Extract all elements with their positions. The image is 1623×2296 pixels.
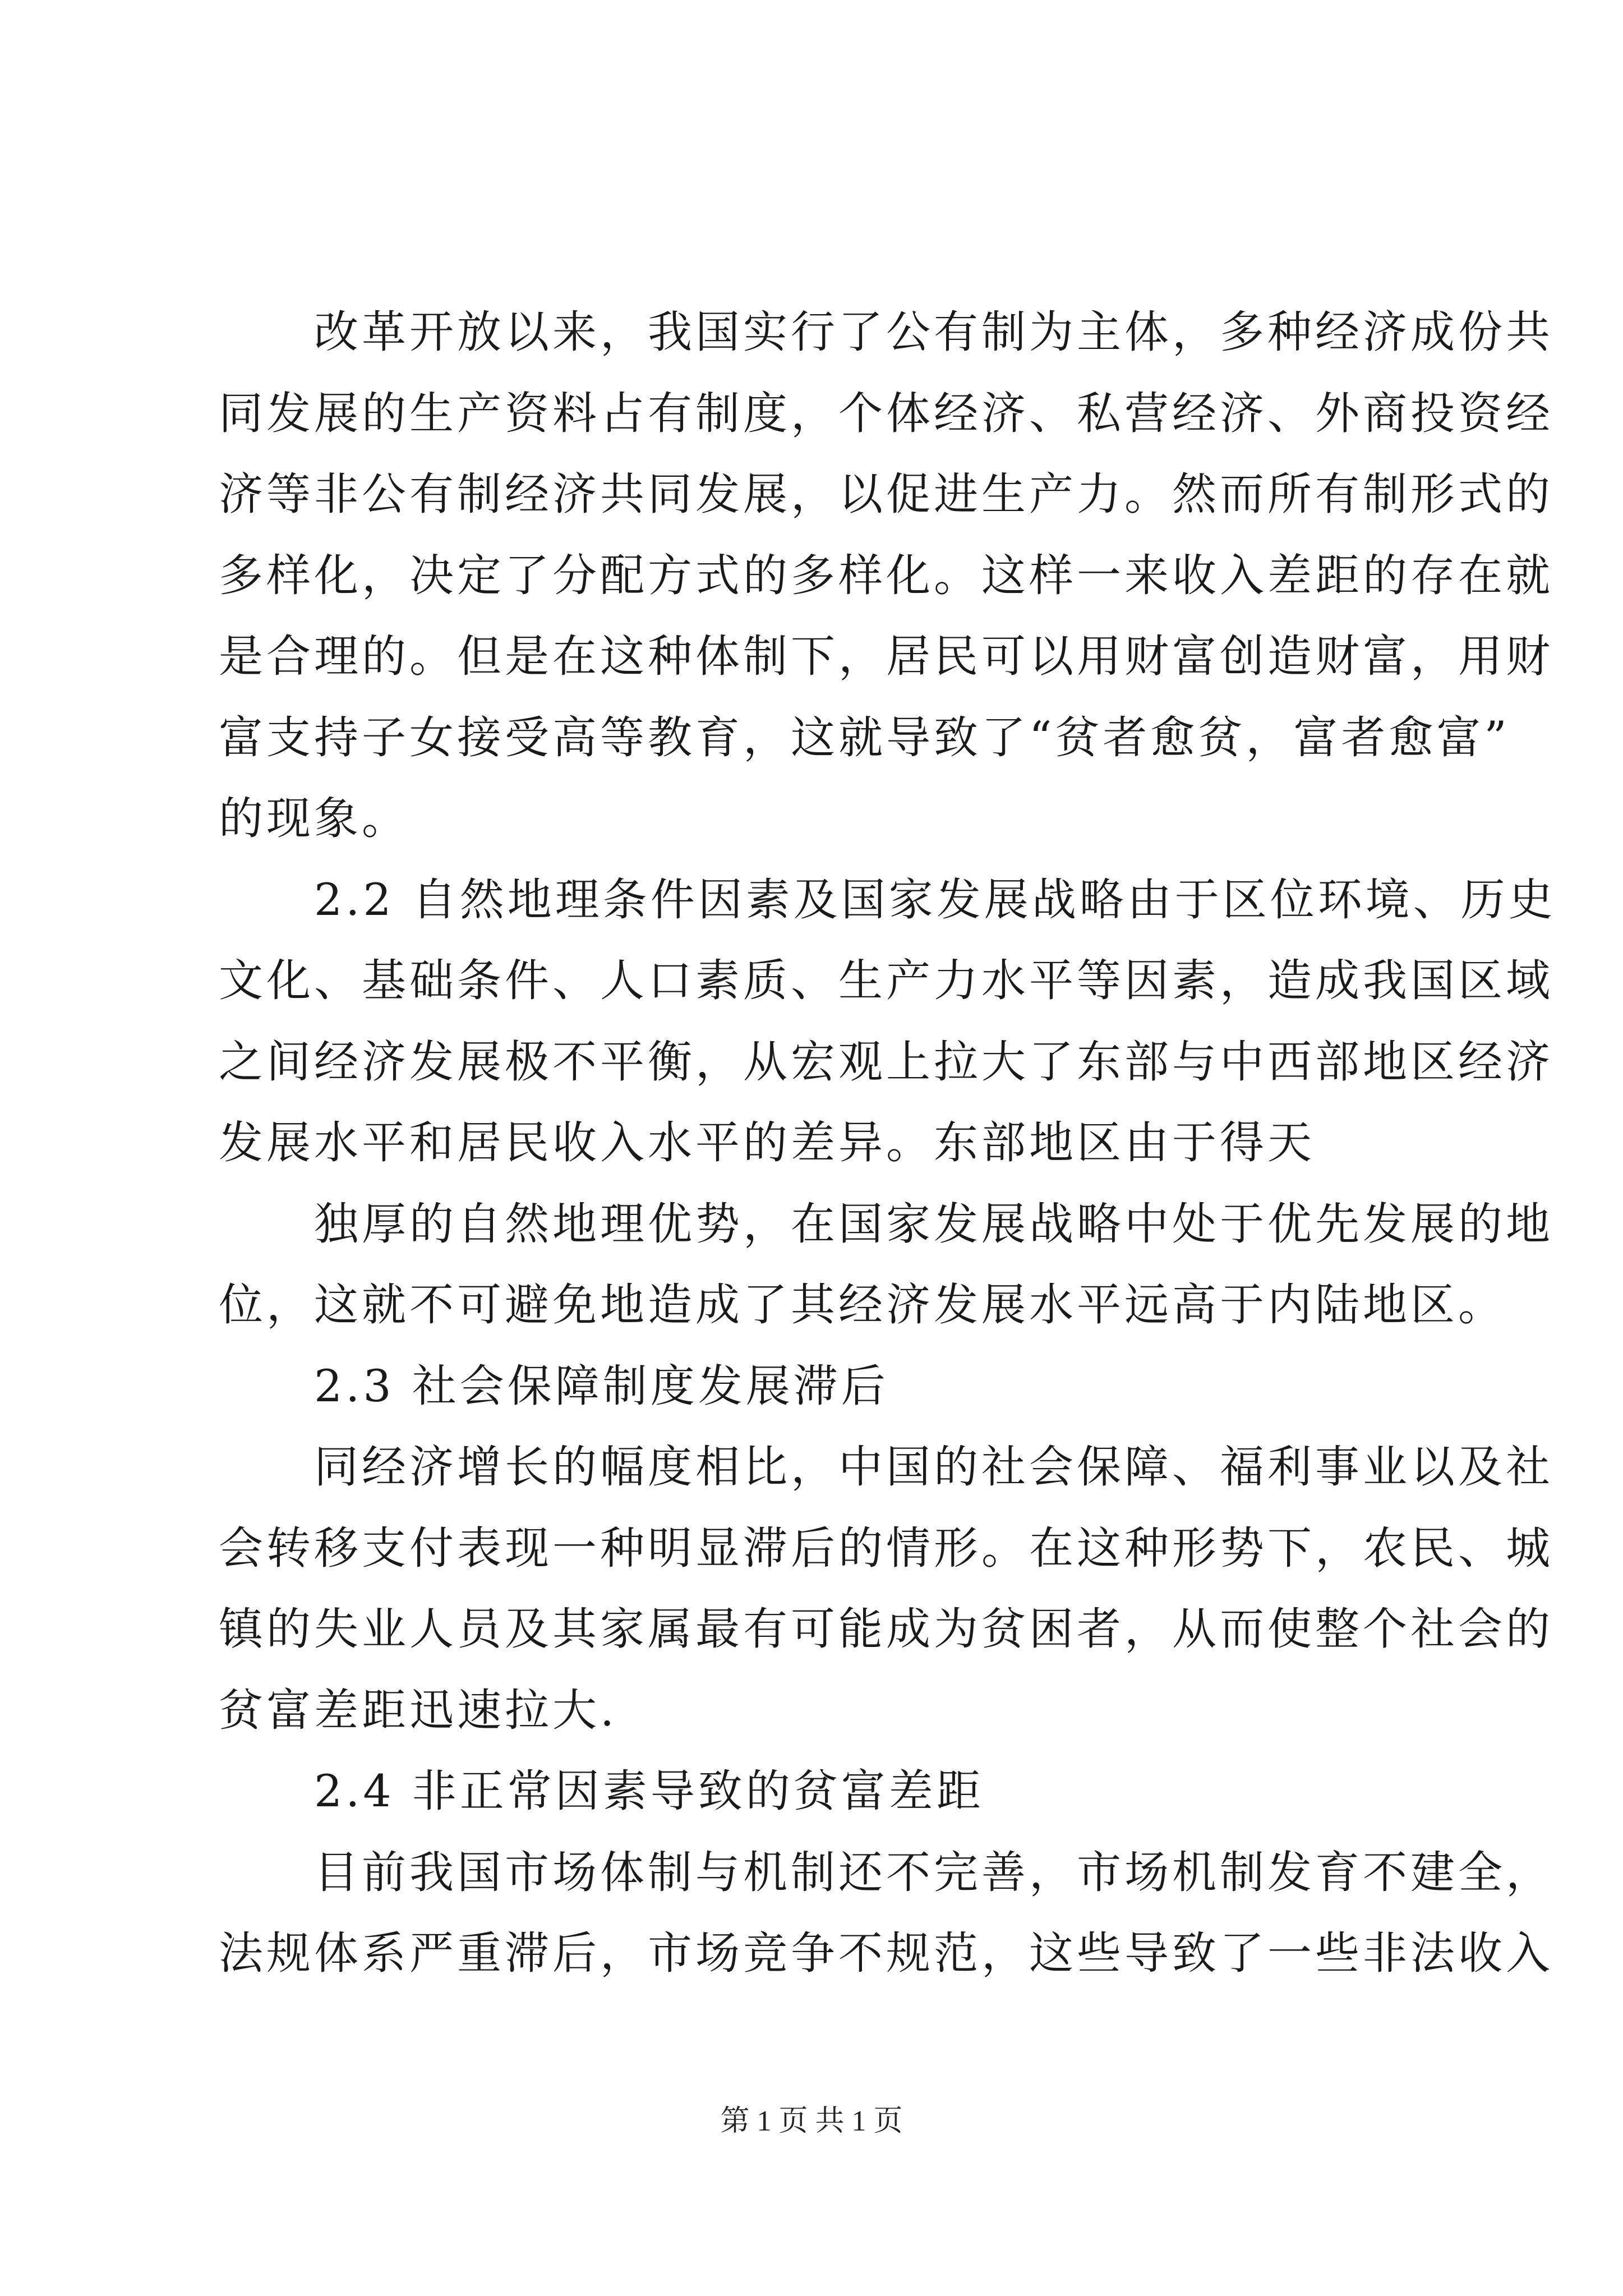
text-line: 济等非公有制经济共同发展，以促进生产力。然而所有制形式的 bbox=[219, 468, 1553, 520]
text-line: 位，这就不可避免地造成了其经济发展水平远高于内陆地区。 bbox=[219, 1279, 1506, 1331]
page-footer bbox=[0, 2104, 1623, 2139]
text-line: 同经济增长的幅度相比，中国的社会保障、福利事业以及社 bbox=[219, 1441, 1553, 1493]
text-line: 镇的失业人员及其家属最有可能成为贫困者，从而使整个社会的 bbox=[219, 1603, 1553, 1655]
text-line: 2.2 自然地理条件因素及国家发展战略由于区位环境、历史 bbox=[219, 873, 1556, 926]
document-body bbox=[219, 292, 1556, 1994]
text-line: 文化、基础条件、人口素质、生产力水平等因素，造成我国区域 bbox=[219, 955, 1553, 1006]
text-line: 改革开放以来，我国实行了公有制为主体，多种经济成份共 bbox=[219, 306, 1553, 358]
text-line: 之间经济发展极不平衡，从宏观上拉大了东部与中西部地区经济 bbox=[219, 1036, 1553, 1088]
section-heading: 2.4 非正常因素导致的贫富差距 bbox=[219, 1765, 984, 1817]
text-line: 的现象。 bbox=[219, 793, 409, 844]
text-line: 发展水平和居民收入水平的差异。东部地区由于得天 bbox=[219, 1117, 1315, 1168]
text-line: 贫富差距迅速拉大. bbox=[219, 1684, 618, 1736]
text-line: 同发展的生产资料占有制度，个体经济、私营经济、外商投资经 bbox=[219, 387, 1553, 439]
text-line: 法规体系严重滞后，市场竞争不规范，这些导致了一些非法收入 bbox=[219, 1927, 1553, 1979]
text-line: 独厚的自然地理优势，在国家发展战略中处于优先发展的地 bbox=[219, 1198, 1553, 1250]
page-number: 第 1 页 共 1 页 bbox=[720, 2105, 903, 2137]
text-line: 多样化，决定了分配方式的多样化。这样一来收入差距的存在就 bbox=[219, 549, 1553, 601]
text-line: 会转移支付表现一种明显滞后的情形。在这种形势下，农民、城 bbox=[219, 1522, 1553, 1574]
text-line: 富支持子女接受高等教育，这就导致了“贫者愈贫，富者愈富” bbox=[219, 711, 1510, 763]
text-line: 是合理的。但是在这种体制下，居民可以用财富创造财富，用财 bbox=[219, 631, 1553, 682]
text-line: 目前我国市场体制与机制还不完善，市场机制发育不建全， bbox=[219, 1846, 1553, 1898]
section-heading: 2.3 社会保障制度发展滞后 bbox=[219, 1360, 889, 1412]
